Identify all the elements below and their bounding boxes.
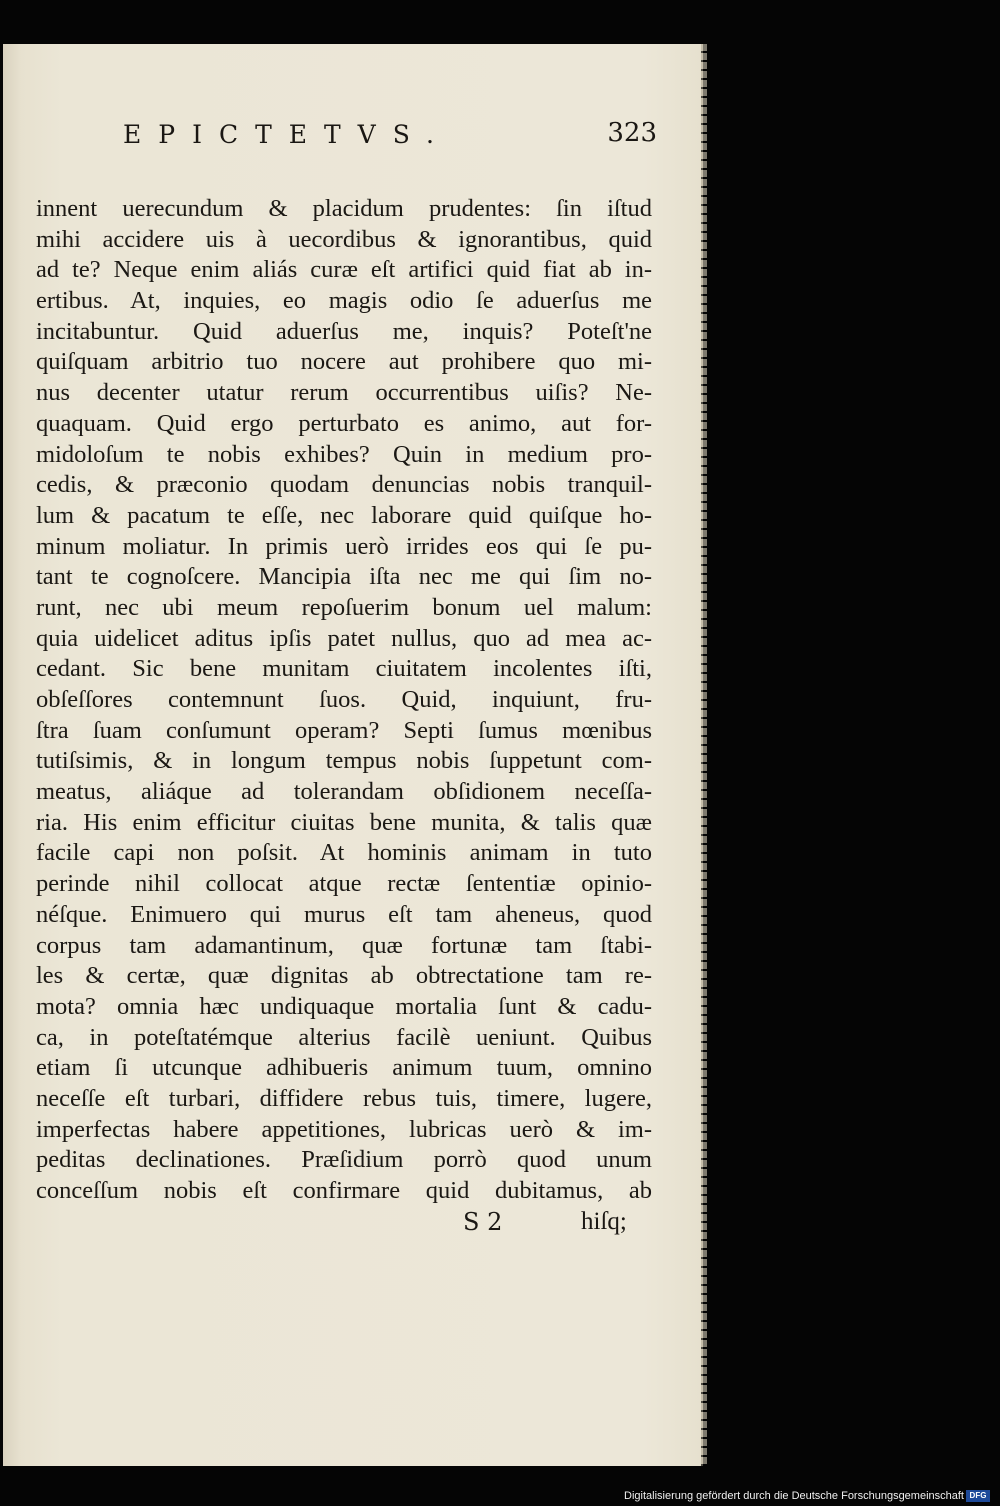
text-line: runt, nec ubi meum repoſuerim bonum uel malum:	[36, 593, 652, 621]
text-line: nus decenter utatur rerum occurrentibus uiſis? Ne-	[36, 379, 652, 407]
text-line: minum moliatur. In primis uerò irrides eos qui ſe pu-	[36, 532, 652, 560]
running-head	[123, 116, 663, 156]
text-line: cedant. Sic bene munitam ciuitatem incolentes iſti,	[36, 655, 652, 683]
body-text	[36, 194, 652, 1207]
text-line: tant te cognoſcere. Mancipia iſta nec me qui ſim no-	[36, 563, 652, 591]
dfg-logo: DFG	[966, 1490, 990, 1502]
text-line: peditas declinationes. Præſidium porrò quod unum	[36, 1146, 652, 1174]
text-line: quaquam. Quid ergo perturbato es animo, aut for-	[36, 409, 652, 437]
text-line: ſtra ſuam conſumunt operam? Septi ſumus mœnibus	[36, 716, 652, 744]
catchword: hiſq;	[581, 1208, 627, 1235]
text-line: néſque. Enimuero qui murus eſt tam aheneus, quod	[36, 900, 652, 928]
text-line: imperfectas habere appetitiones, lubricas uerò & im-	[36, 1115, 652, 1143]
text-line: ria. His enim efficitur ciuitas bene munita, & talis quæ	[36, 808, 652, 836]
text-line: les & certæ, quæ dignitas ab obtrectatione tam re-	[36, 962, 652, 990]
text-line: facile capi non poſsit. At hominis animam in tuto	[36, 839, 652, 867]
text-line: conceſſum nobis eſt confirmare quid dubitamus, ab	[36, 1177, 652, 1204]
text-line: ertibus. At, inquies, eo magis odio ſe aduerſus me	[36, 287, 652, 315]
text-line: corpus tam adamantinum, quæ fortunæ tam ſtabi-	[36, 931, 652, 959]
text-line: meatus, aliáque ad tolerandam obſidionem neceſſa-	[36, 778, 652, 806]
signature-mark: S 2	[463, 1208, 503, 1236]
text-line: ad te? Neque enim aliás curæ eſt artifici quid fiat ab in-	[36, 256, 652, 284]
text-line: perinde nihil collocat atque rectæ ſententiæ opinio-	[36, 870, 652, 898]
text-line: innent uerecundum & placidum prudentes: ſin iſtud	[36, 195, 652, 222]
text-line: mihi accidere uis à uecordibus & ignorantibus, quid	[36, 225, 652, 253]
text-line: etiam ſi utcunque adhibueris animum tuum, omnino	[36, 1054, 652, 1082]
text-line: obſeſſores contemnunt ſuos. Quid, inquiunt, fru-	[36, 686, 652, 713]
text-line: midoloſum te nobis exhibes? Quin in medium pro-	[36, 440, 652, 468]
running-head-title: EPICTETVS.	[123, 120, 451, 149]
text-line: tutiſsimis, & in longum tempus nobis ſuppetunt com-	[36, 747, 652, 775]
text-line: ca, in poteſtatémque alterius facilè ueniunt. Quibus	[36, 1023, 652, 1051]
text-line: lum & pacatum te eſſe, nec laborare quid quiſque ho-	[36, 501, 652, 529]
page-number: 323	[607, 118, 657, 148]
digitization-credit: Digitalisierung gefördert durch die Deutsche Forschungsgemeinschaft	[624, 1490, 964, 1502]
text-line: neceſſe eſt turbari, diffidere rebus tuis, timere, lugere,	[36, 1084, 652, 1112]
text-line: incitabuntur. Quid aduerſus me, inquis? Poteſt'ne	[36, 317, 652, 345]
text-line: quia uidelicet aditus ipſis patet nullus, quo ad mea ac-	[36, 624, 652, 652]
book-page	[3, 44, 703, 1466]
text-line: mota? omnia hæc undiquaque mortalia ſunt & cadu-	[36, 992, 652, 1020]
text-line: quiſquam arbitrio tuo nocere aut prohibere quo mi-	[36, 348, 652, 376]
text-line: cedis, & præconio quodam denuncias nobis tranquil-	[36, 471, 652, 499]
